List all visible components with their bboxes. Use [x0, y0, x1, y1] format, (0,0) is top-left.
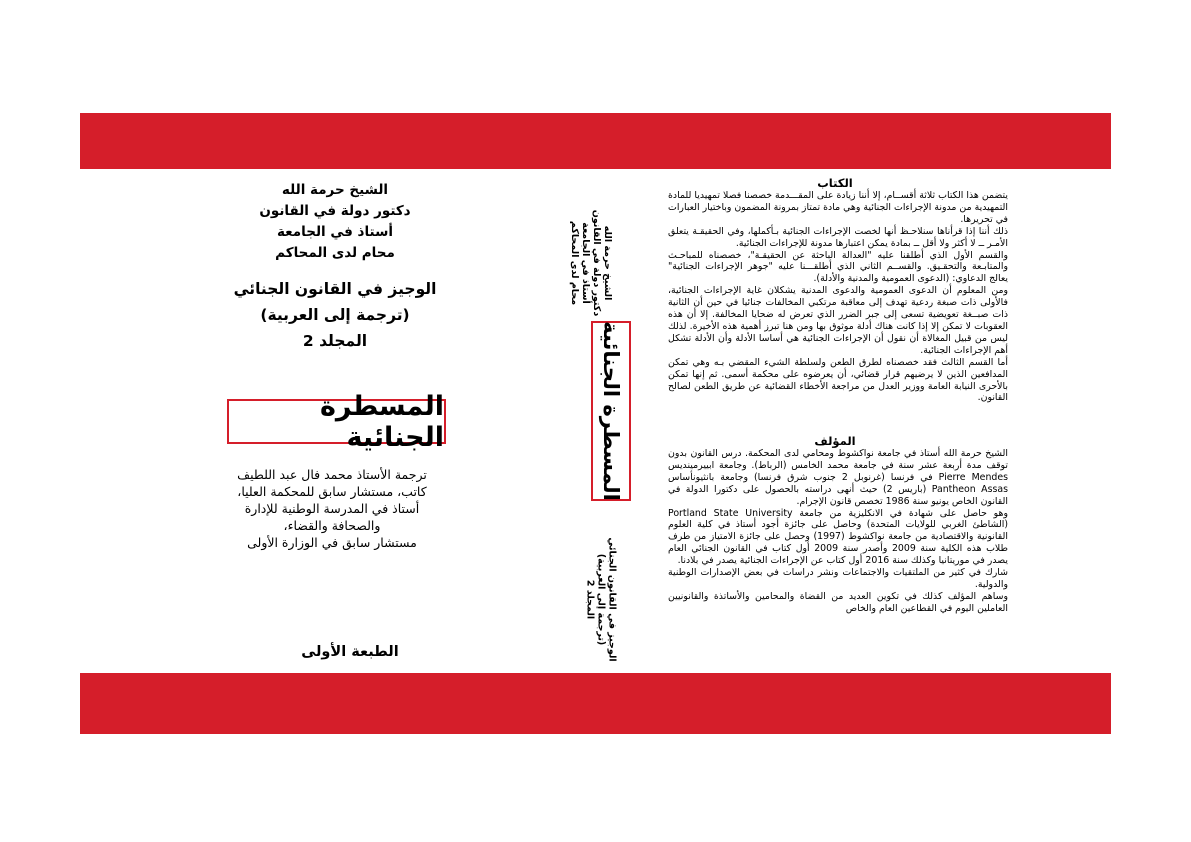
translation-note: (ترجمة إلى العربية) [260, 306, 410, 324]
translator-name: ترجمة الأستاذ محمد فال عبد اللطيف [237, 467, 427, 482]
author-bio-paragraph: الشيخ حرمة الله أستاذ في جامعة نواكشوط ومحامي لدى المحكمة. درس القانون بدون توقف مدة أربعة عشر سنة في جامعة محمد الخامس (الرباط). وجامعة ابييرمينديس Pierre Mendes في فرنسا (غرنوبل 2 جنوب شرق فرنسا) وجامعة بانثيونأساس Pantheon Assas (باريس 2) حيث أنهى دراسته بالحصول على دكتورا الدولة في القانون الخاص يونيو سنة 1986 تخصص قانون الإجرام. [668, 448, 1008, 507]
spine-author-line: محام لدى المحاكم [569, 220, 580, 306]
translator-former-post: مستشار سابق في الوزارة الأولى [247, 535, 417, 550]
translator-role: كاتب، مستشار سابق للمحكمة العليا، [237, 484, 427, 499]
back-author-bio [668, 448, 1008, 615]
book-paragraph: ومن المعلوم أن الدعوى العمومية والدعوى المدنية يشكلان غاية الإجراءات الجنائية، فالأولى ذات صبغة ردعية تهدف إلى معاقبة مرتكبي المخالفات جنائيا في حين أن الثانية ذات صبــغة تعويضية تسعى إلى جبر الضرر الذي تعرض له ضحايا المخالفة. إلا أن هذه العقوبات لا تمكن إلا إذا كانت هناك أدلة موثوق بها ومن هنا تبرز أهمية هذه الأخيرة. لذلك ليس من قبيل المغالاة أن نقول أن الإجراءات الجنائية هي أساسا الأدلة وأن الأدلة تشكل أهم الإجراءات الجنائية. [668, 285, 1008, 356]
back-book-description [668, 190, 1008, 404]
spine-author-block [569, 193, 613, 333]
spine-subtitle-line: (ترجمة إلى العربية) [595, 553, 607, 646]
spine-author-line: دكتور دولة في القانون [591, 209, 602, 317]
spine-subtitle-block [585, 530, 618, 670]
spine-main-title: المسطرة الجنائية [599, 321, 623, 501]
spine-author-line: أستاذ في الجامعة [580, 222, 591, 304]
top-red-band [80, 113, 1111, 169]
book-paragraph: والقسم الأول الذي أطلقنا عليه "العدالة الباحثة عن الحقيقـة"، خصصناه للمباحـث والمتابـعة والتحقـيق. والقســم الثاني الذي أطلقـــنا عليه "جوهر الإجراءات الجنائية" يعالج الدعاوي: (الدعوى العمومية والمدنية والأدلة). [668, 249, 1008, 285]
spine-subtitle-line: الوجيز في القانون الجنائي [606, 537, 618, 662]
spine-author-line: الشيخ حرمة الله [602, 225, 613, 301]
book-title: الوجيز في القانون الجنائي [233, 280, 437, 298]
author-bio-paragraph: وهو حاصل على شهادة في الانكليزية من جامعة Portland State University (الشاطئ الغربي للولايات المتحدة) وحاصل على جائزة أجود أستاذ في كلية العلوم القانونية والاقتصادية من جامعة نواكشوط (1997) وحصل على جائزة الامتياز من طرف طلاب هذه الكلية سنة 2009 وأصدر سنة 2009 أول كتاب في القانون الجنائي العام يصدر في موريتانيا وكذلك سنة 2016 أول كتاب عن الإجراءات الجنائية يصدر في بلادنا. [668, 507, 1008, 567]
front-edition: الطبعة الأولى [301, 644, 399, 660]
author-degree: دكتور دولة في القانون [259, 203, 411, 219]
front-author-block [210, 180, 460, 264]
back-book-heading: الكتاب [817, 176, 853, 190]
author-position: أستاذ في الجامعة [277, 224, 393, 240]
spine-main-title-frame [591, 321, 631, 501]
front-main-title: المسطرة الجنائية [319, 390, 444, 453]
volume-label: المجلد 2 [302, 332, 368, 350]
translator-teaching: أستاذ في المدرسة الوطنية للإدارة والصحافة والقضاء، [244, 501, 420, 533]
author-profession: محام لدى المحاكم [275, 245, 395, 261]
front-main-title-frame [227, 390, 446, 453]
author-bio-paragraph: وساهم المؤلف كذلك في تكوين العديد من القضاة والمحامين والأساتذة والقانونيين العاملين اليوم في القطاعين العام والخاص [668, 590, 1008, 614]
back-author-heading: المؤلف [814, 434, 856, 448]
book-paragraph: أما القسم الثالث فقد خصصناه لطرق الطعن ولسلطة الشيء المقضي بـه وهي تمكن المدافعين الذين لا يرضيهم قرار قضائي، أن يعرضوه على محكمة أسمى. ثم إنها تمكن بالأحرى النيابة العامة ووزير العدل من مراجعة الأخطاء القضائية عن طريق الطعن لصالح القانون. [668, 356, 1008, 404]
book-paragraph: ذلك أننا إذا قرأناها سنلاحـظ أنها لخصت الإجراءات الجنائية بـأكملها، وفي الحقيقـة يتعلق الأمـر ــ لا أكثر ولا أقل ــ بمادة يمكن اعتبارها مدونة للإجراءات الجنائية. [668, 225, 1008, 249]
author-bio-paragraph: شارك في كثير من الملتقيات والاجتماعات ونشر دراسات في بعض الإصدارات الوطنية والدولية. [668, 567, 1008, 590]
author-name: الشيخ حرمة الله [281, 182, 389, 198]
book-paragraph: يتضمن هذا الكتاب ثلاثة أقســام، إلا أننا زيادة على المقـــدمة خصصنا فصلا تمهيديا للمادة التمهيدية من مدونة الإجراءات الجنائية وهي مادة تمتاز بمرونة المضمون وباختيار العبارات في تحريرها. [668, 190, 1008, 225]
front-book-title-block [190, 276, 480, 354]
spine-subtitle-line: المجلد 2 [584, 579, 596, 620]
front-translator-block [222, 466, 442, 551]
bottom-red-band [80, 673, 1111, 734]
